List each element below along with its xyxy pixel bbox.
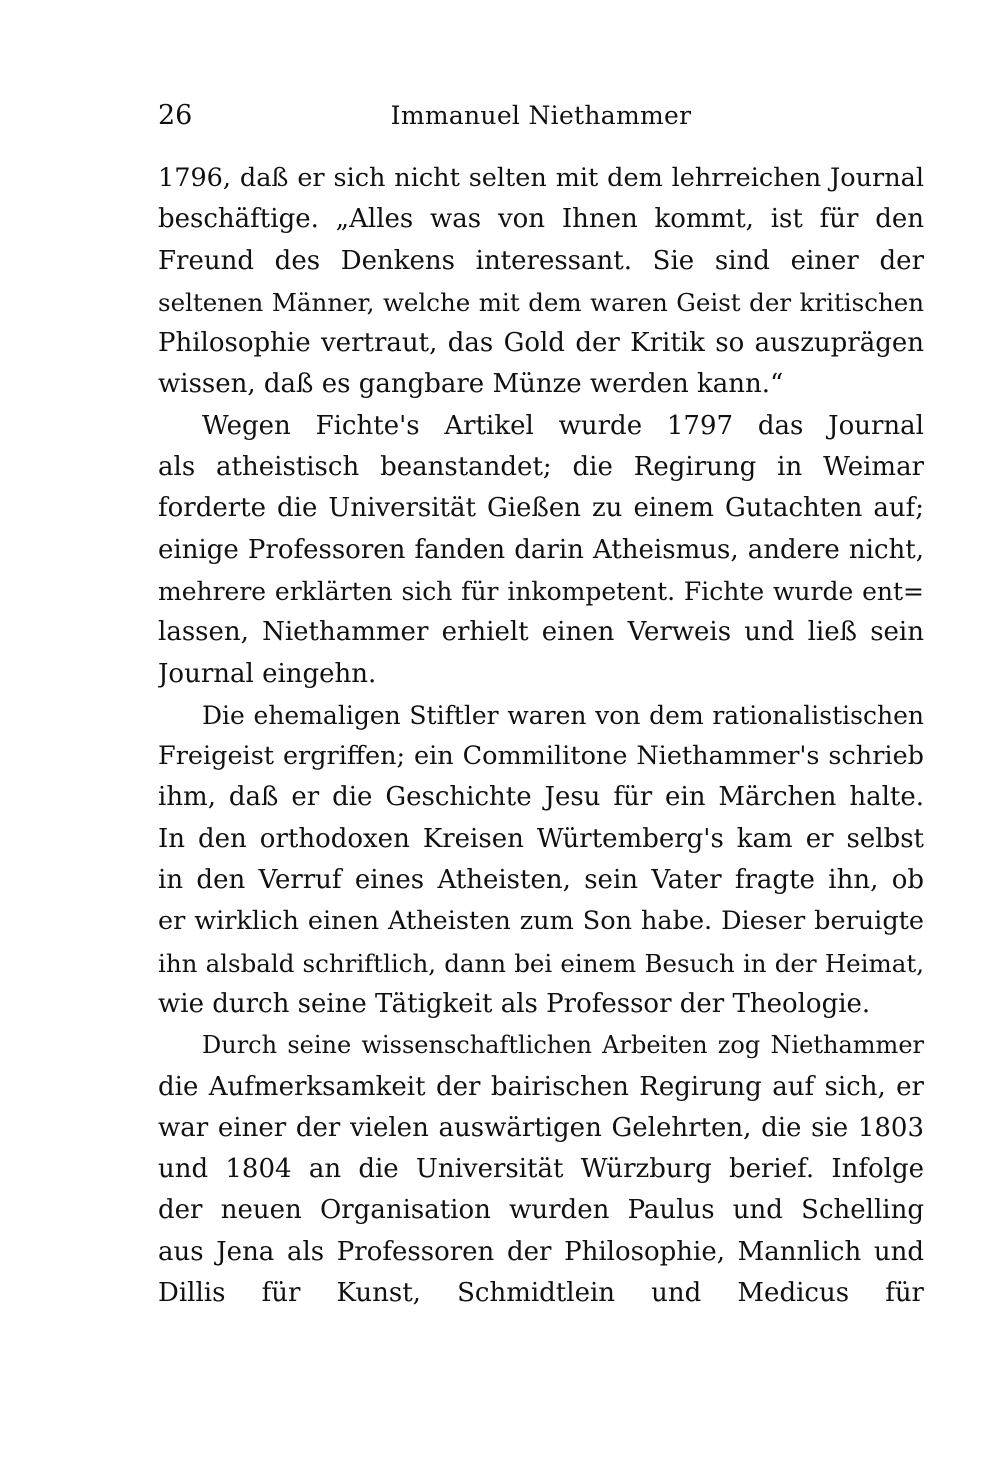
text-line: mehrere erklärten sich für inkompetent. Fichte wurde ent= <box>158 576 924 606</box>
page-header <box>158 98 924 134</box>
text-line: aus Jena als Professoren der Philosophie, Mannlich und <box>158 1236 924 1267</box>
text-line: war einer der vielen auswärtigen Gelehrten, die sie 1803 <box>158 1112 924 1143</box>
text-line: einige Professoren fanden darin Atheismus, andere nicht, <box>158 534 924 565</box>
text-line: Freigeist ergriffen; ein Commilitone Niethammer's schrieb <box>158 741 924 772</box>
body-text <box>158 158 924 1314</box>
text-line: seltenen Männer, welche mit dem waren Geist der kritischen <box>158 287 924 317</box>
text-line: wissen, daß es gangbare Münze werden kann.“ <box>158 369 784 400</box>
text-line: Freund des Denkens interessant. Sie sind einer der <box>158 245 924 276</box>
text-line: als atheistisch beanstandet; die Regirung in Weimar <box>158 452 924 483</box>
text-line: und 1804 an die Universität Würzburg berief. Infolge <box>158 1154 924 1185</box>
text-line: Journal eingehn. <box>158 658 377 689</box>
text-line: Die ehemaligen Stiftler waren von dem rationalistischen <box>202 700 924 730</box>
text-line: In den orthodoxen Kreisen Würtemberg's kam er selbst <box>158 823 924 854</box>
text-line: in den Verruf eines Atheisten, sein Vater fragte ihn, ob <box>158 865 924 896</box>
page-number: 26 <box>158 100 193 131</box>
text-line: beschäftige. „Alles was von Ihnen kommt, ist für den <box>158 204 924 235</box>
text-line: Philosophie vertraut, das Gold der Kritik so auszuprägen <box>158 328 924 359</box>
text-line: wie durch seine Tätigkeit als Professor der Theologie. <box>158 988 871 1019</box>
text-line: er wirklich einen Atheisten zum Son habe. Dieser beruigte <box>158 906 924 937</box>
text-line: Dillis für Kunst, Schmidtlein und Medicus für <box>158 1278 924 1309</box>
text-line: forderte die Universität Gießen zu einem Gutachten auf; <box>158 493 924 524</box>
text-line: 1796, daß er sich nicht selten mit dem lehrreichen Journal <box>158 163 924 193</box>
text-line: Durch seine wissenschaftlichen Arbeiten zog Niethammer <box>202 1031 924 1060</box>
text-line: die Aufmerksamkeit der bairischen Regirung auf sich, er <box>158 1071 924 1102</box>
text-line: ihn alsbald schriftlich, dann bei einem Besuch in der Heimat, <box>158 948 924 978</box>
text-line: ihm, daß er die Geschichte Jesu für ein Märchen halte. <box>158 782 924 813</box>
text-line: lassen, Niethammer erhielt einen Verweis und ließ sein <box>158 617 924 648</box>
text-line: Wegen Fichte's Artikel wurde 1797 das Journal <box>202 410 924 441</box>
text-line: der neuen Organisation wurden Paulus und Schelling <box>158 1195 924 1226</box>
running-title: Immanuel Niethammer <box>390 101 692 130</box>
